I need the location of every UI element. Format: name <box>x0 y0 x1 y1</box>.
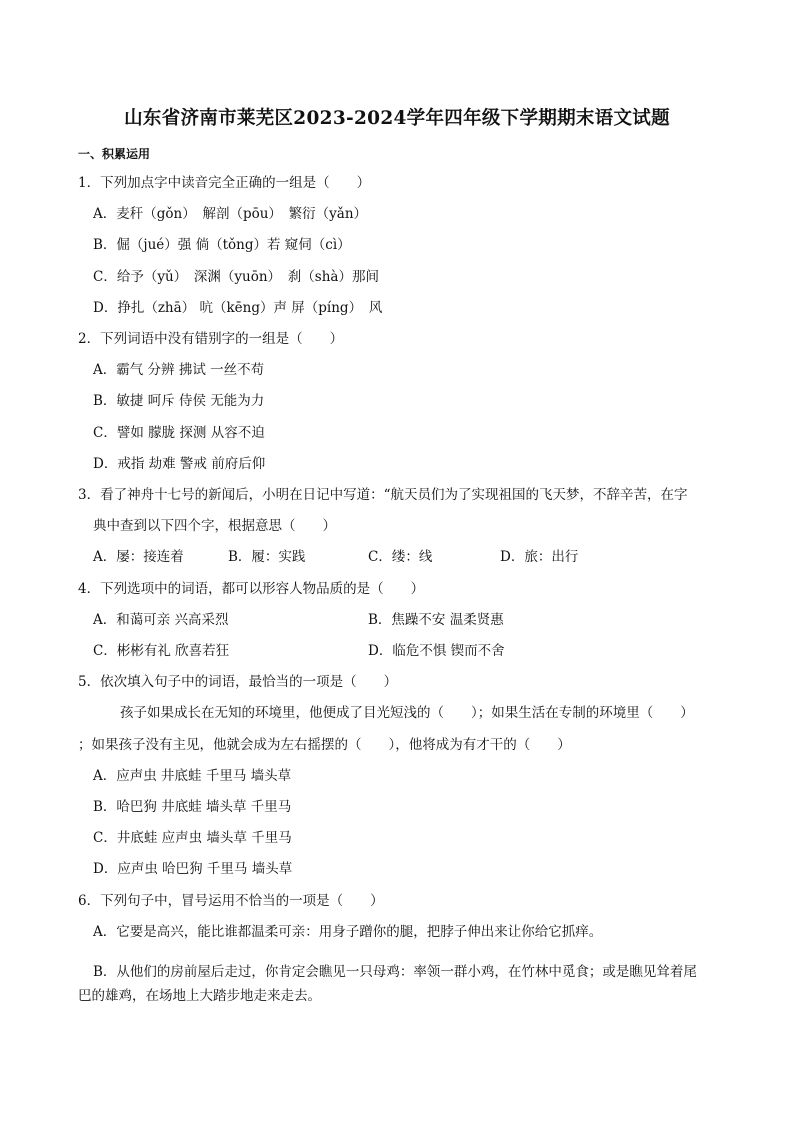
question-2-option-d: D．戒指 劫难 警戒 前府后仰 <box>93 456 266 472</box>
question-6-option-b-continued: 巴的雄鸡，在场地上大踏步地走来走去。 <box>78 988 321 1004</box>
question-5-passage-line-2: ；如果孩子没有主见，他就会成为左右摇摆的（ ），他将成为有才干的（ ） <box>78 737 571 753</box>
question-2-option-a: A．霸气 分辨 拂试 一丝不苟 <box>93 362 265 378</box>
question-3-option-d: D．旅：出行 <box>500 549 579 565</box>
page-title: 山东省济南市莱芜区2023-2024学年四年级下学期期末语文试题 <box>124 108 670 129</box>
question-3-stem: 3．看了神舟十七号的新闻后，小明在日记中写道：“航天员们为了实现祖国的飞天梦，不辞辛苦，在字 <box>78 487 688 503</box>
question-1-stem: 1．下列加点字中读音完全正确的一组是（ ） <box>78 175 371 191</box>
question-5-option-b: B．哈巴狗 井底蛙 墙头草 千里马 <box>93 799 292 815</box>
question-3-option-b: B．履：实践 <box>228 549 306 565</box>
question-2-option-c: C．譬如 朦胧 探测 从容不迫 <box>93 425 265 441</box>
question-1-option-c: C．给予（yǔ） 深渊（yuōn） 刹（shà）那间 <box>93 269 379 285</box>
question-1-option-b: B．倔（jué）强 倘（tǒng）若 窥伺（cì） <box>93 237 351 253</box>
question-4-stem: 4．下列选项中的词语，都可以形容人物品质的是（ ） <box>78 581 425 597</box>
question-5-option-a: A．应声虫 井底蛙 千里马 墙头草 <box>93 768 292 784</box>
question-4-option-a: A．和蔼可亲 兴高采烈 <box>93 612 229 628</box>
question-6-option-b: B．从他们的房前屋后走过，你肯定会瞧见一只母鸡：率领一群小鸡，在竹林中觅食；或是瞧见耸着尾 <box>93 964 697 980</box>
question-2-stem: 2．下列词语中没有错别字的一组是（ ） <box>78 331 344 347</box>
question-2-option-b: B．敏捷 呵斥 侍侯 无能为力 <box>93 393 265 409</box>
question-4-option-c: C．彬彬有礼 欣喜若狂 <box>93 643 230 659</box>
question-3-option-c: C．缕：线 <box>368 549 433 565</box>
section-heading: 一、积累运用 <box>78 147 151 161</box>
question-5-option-d: D．应声虫 哈巴狗 千里马 墙头草 <box>93 861 293 877</box>
question-5-passage-line-1: 孩子如果成长在无知的环境里，他便成了目光短浅的（ ）；如果生活在专制的环境里（ ） <box>120 705 694 721</box>
question-4-option-b: B．焦躁不安 温柔贤惠 <box>368 612 504 628</box>
question-4-option-d: D．临危不惧 锲而不舍 <box>368 643 505 659</box>
question-1-option-d: D．挣扎（zhā） 吭（kēng）声 屏（píng） 风 <box>93 300 383 316</box>
question-5-option-c: C．井底蛙 应声虫 墙头草 千里马 <box>93 830 292 846</box>
question-1-option-a: A．麦秆（gǒn） 解剖（pōu） 繁衍（yǎn） <box>93 206 368 222</box>
question-5-stem: 5．依次填入句子中的词语，最恰当的一项是（ ） <box>78 674 398 690</box>
question-6-stem: 6．下列句子中，冒号运用不恰当的一项是（ ） <box>78 893 384 909</box>
question-3-option-a: A．屡：接连着 <box>93 549 184 565</box>
question-6-option-a: A．它要是高兴，能比谁都温柔可亲：用身子蹭你的腿，把脖子伸出来让你给它抓痒。 <box>93 924 603 940</box>
question-3-stem-continued: 典中查到以下四个字，根据意思（ ） <box>93 518 336 534</box>
